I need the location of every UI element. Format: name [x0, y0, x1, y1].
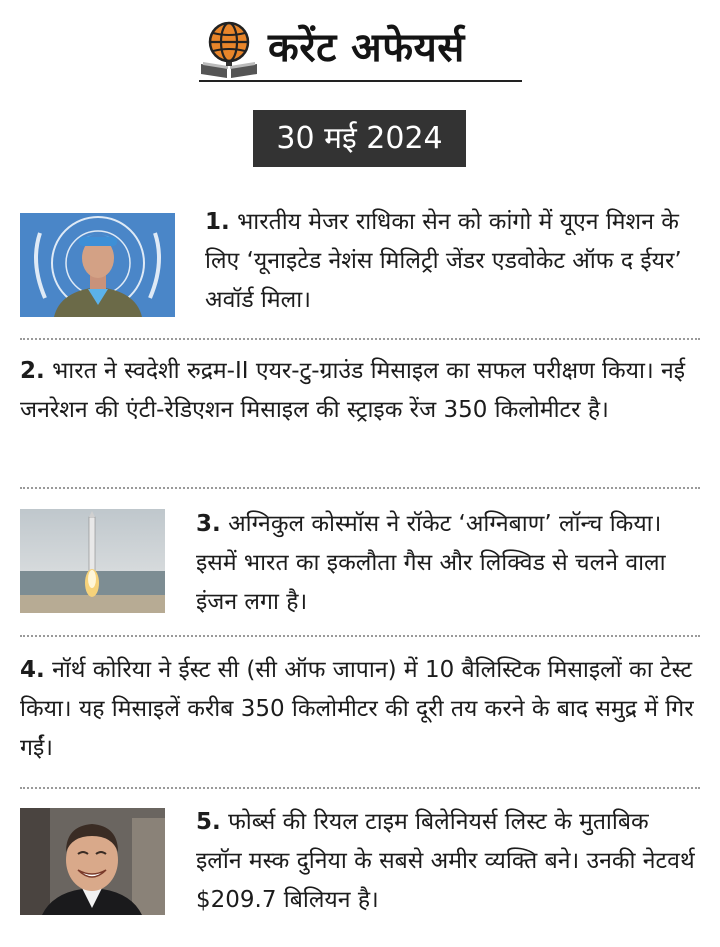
list-item [20, 651, 700, 768]
item-text: नॉर्थ कोरिया ने ईस्ट सी (सी ऑफ जापान) में 10 बैलिस्टिक मिसाइलों का टेस्ट किया। यह मिसाइलें करीब 350 किलोमीटर की दूरी तय करने के बाद समुद्र में गिर गईं। [20, 657, 694, 761]
item-text: फोर्ब्स की रियल टाइम बिलेनियर्स लिस्ट के मुताबिक इलॉन मस्क दुनिया के सबसे अमीर व्यक्ति बने। उनकी नेटवर्थ $209.7 बिलियन है। [196, 809, 695, 913]
page-title: करेंट अफेयर्स [268, 25, 465, 71]
dotted-divider [20, 635, 700, 637]
page-header [0, 14, 720, 86]
globe-book-icon [197, 20, 261, 82]
dotted-divider [20, 338, 700, 340]
item-text: भारत ने स्वदेशी रुद्रम-II एयर-टु-ग्राउंड मिसाइल का सफल परीक्षण किया। नई जनरेशन की एंटी-रेडिएशन मिसाइल की स्ट्राइक रेंज 350 किलोमीटर है। [20, 358, 686, 423]
man-laughing-portrait-image [20, 808, 165, 915]
list-item [20, 352, 700, 430]
item-number: 3. [196, 511, 221, 537]
date-badge: 30 मई 2024 [253, 110, 466, 167]
item-text: भारतीय मेजर राधिका सेन को कांगो में यूएन मिशन के लिए ‘यूनाइटेड नेशंस मिलिट्री जेंडर एडवोकेट ऑफ द ईयर’ अवॉर्ड मिला। [205, 209, 682, 313]
item-number: 5. [196, 809, 221, 835]
dotted-divider [20, 487, 700, 489]
item-number: 4. [20, 657, 45, 683]
list-item [196, 505, 700, 622]
list-item [196, 803, 700, 920]
item-number: 1. [205, 209, 230, 235]
item-number: 2. [20, 358, 45, 384]
title-underline [199, 80, 522, 82]
un-peacekeeper-portrait-image [20, 213, 175, 317]
list-item [205, 203, 700, 320]
dotted-divider [20, 787, 700, 789]
item-text: अग्निकुल कोस्मॉस ने रॉकेट ‘अग्निबाण’ लॉन्च किया। इसमें भारत का इकलौता गैस और लिक्विड से चलने वाला इंजन लगा है। [196, 511, 666, 615]
rocket-launch-photo-image [20, 509, 165, 613]
